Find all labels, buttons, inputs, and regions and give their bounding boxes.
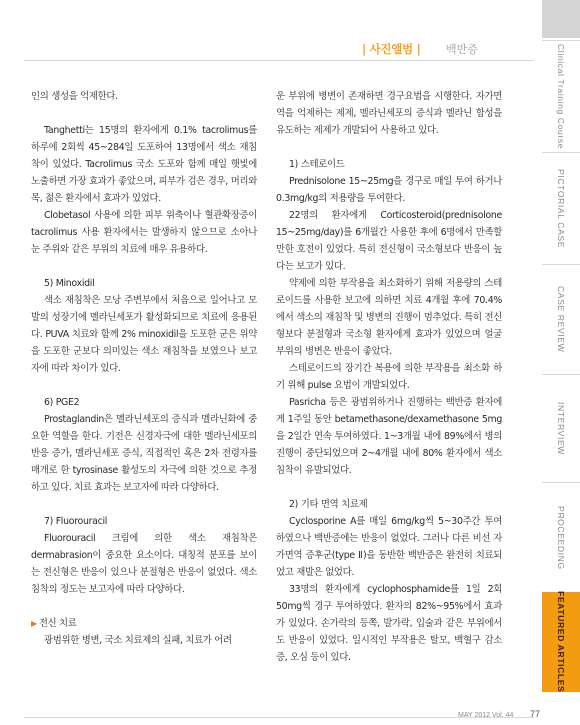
tab-featured-articles[interactable]: FEATURED ARTICLES bbox=[542, 592, 580, 692]
paragraph: Pasricha 등은 광범위하거나 진행하는 백반증 환자에게 1주일 동안 betamethasone/dexamethasone 5mg을 2일간 연속 투여하였다. 1~3개월 내에 89%에서 병의 진행이 중단되었으며 2~4개월 내에 80% 환자에서 색소침착이 유발되었다. bbox=[276, 397, 502, 476]
page-number: 77 bbox=[530, 709, 541, 719]
section-heading-pge2: 6) PGE2 bbox=[44, 397, 80, 408]
section-subtitle: 백반증 bbox=[446, 43, 478, 56]
tab-pictorial-case[interactable]: PICTORIAL CASE bbox=[542, 152, 580, 264]
paragraph: Fluorouracil 크림에 의한 색소 재침착은 dermabrasion이 중요한 요소이다. 대칭적 분포를 보이는 전신형은 반응이 있으나 분절형은 반응이 없었다. 색소침착의 정도는 보고자에 따라 다양하다. bbox=[31, 533, 257, 595]
tab-case-review[interactable]: CASE REVIEW bbox=[542, 264, 580, 374]
paragraph: 스테로이드의 장기간 복용에 의한 부작용을 최소화 하기 위해 pulse 요법이 개발되었다. bbox=[276, 363, 502, 391]
issue-info: MAY 2012 Vol. 44 bbox=[458, 712, 514, 719]
paragraph: 약제에 의한 부작용을 최소화하기 위해 저용량의 스테로이드를 사용한 보고에 의하면 치료 4개월 후에 70.4%에서 색소의 재침착 및 병변의 진행이 멈추었다. 특히 전신형보다 분절형과 국소형 환자에게 효과가 있었으며 얼굴 부위의 병변은 반응이 좋았다. bbox=[276, 278, 502, 357]
section-label: 사진앨범 bbox=[369, 42, 413, 56]
paragraph: Prednisolone 15~25mg을 경구로 매일 투여 하거나 0.3mg/kg의 저용량을 투여한다. bbox=[276, 176, 502, 204]
section-heading-steroid: 1) 스테로이드 bbox=[289, 159, 345, 170]
section-heading-immunotherapy: 2) 기타 면역 치료제 bbox=[289, 499, 368, 510]
tab-proceeding[interactable]: PROCEEDING bbox=[542, 482, 580, 592]
section-divider-left: | bbox=[362, 42, 370, 56]
section-divider-right: | bbox=[412, 42, 421, 56]
paragraph: Tanghetti는 15명의 환자에게 0.1% tacrolimus를 하루에 2회씩 45~284일 도포하여 13명에서 색소 재침착이 있었다. Tacrolimus 국소 도포와 함께 매일 햇빛에 노출하면 가장 효과가 좋았으며, 피부가 검은 경우, 머리와 목, 젊은 환자에서 효과가 있었다. bbox=[31, 125, 257, 204]
paragraph: 33명의 환자에게 cyclophosphamide를 1일 2회 50mg씩 경구 투여하였다. 환자의 82%~95%에서 효과가 있었다. 손가락의 등쪽, 발가락, 입술과 같은 부위에서도 반응이 있었다. 일시적인 부작용은 탈모, 백혈구 감소증, 오심 등이 있다. bbox=[276, 584, 502, 663]
paragraph: Cyclosporine A를 매일 6mg/kg씩 5~30주간 투여하였으나 백반증에는 반응이 없었다. 그러나 다른 비선 자가면역 증후군(type Ⅱ)을 동반한 백반증은 완전히 치료되었고 재발은 없었다. bbox=[276, 516, 502, 578]
header-divider bbox=[24, 60, 534, 61]
triangle-bullet-icon: ▶ bbox=[31, 619, 37, 628]
section-heading-minoxidil: 5) Minoxidil bbox=[44, 278, 95, 289]
paragraph: Clobetasol 사용에 의한 피부 위축이나 혈관확장증이 tacrolimus 사용 환자에서는 발생하지 않으므로 소아나 눈 주위와 같은 부위의 치료에 매우 유용하다. bbox=[31, 210, 257, 255]
section-title bbox=[362, 41, 420, 57]
heading-text: 전신 치료 bbox=[38, 618, 77, 629]
paragraph: 인의 생성을 억제한다. bbox=[31, 91, 118, 102]
paragraph: 운 부위에 병변이 존재하면 경구요법을 시행한다. 자가면역을 억제하는 제제, 멜라닌세포의 증식과 멜라닌 합성을 유도하는 제제가 개발되어 사용하고 있다. bbox=[276, 91, 502, 136]
paragraph: 22명의 환자에게 Corticosteroid(prednisolone 15~25mg/day)를 6개월간 사용한 후에 6명에서 만족할 만한 호전이 있었다. 특히 전신형이 국소형보다 반응이 높다는 보고가 있다. bbox=[276, 210, 502, 272]
paragraph: Prostaglandin은 멜라닌세포의 증식과 멜라닌화에 중요한 역할을 한다. 기전은 신경자극에 대한 멜라닌세포의 반응 증가, 멜라닌세포 증식, 직접적인 혹은 2차 전령자를 매개로 한 tyrosinase 활성도의 자극에 의한 것으로 추정하고 있다. 치료 효과는 보고자에 따라 다양하다. bbox=[31, 414, 257, 493]
right-column bbox=[276, 88, 502, 666]
tab-clinical-training-course[interactable]: Clinical Training Course bbox=[542, 40, 580, 152]
corner-block bbox=[542, 0, 580, 38]
section-tabs bbox=[542, 40, 580, 692]
tab-interview[interactable]: INTERVIEW bbox=[542, 374, 580, 482]
left-column bbox=[31, 88, 257, 666]
section-heading-systemic bbox=[31, 615, 257, 632]
paragraph: 광범위한 병변, 국소 치료제의 실패, 치료가 어려 bbox=[44, 635, 232, 646]
paragraph: 색소 재침착은 모낭 주변부에서 처음으로 일어나고 모발의 성장기에 멜라닌세포가 활성화되므로 치료에 응용된다. PUVA 치료와 함께 2% minoxidil을 도포한 군은 위약을 도포한 군보다 의미있는 색소 재침착을 보였으나 보고자에 따라 차이가 있다. bbox=[31, 295, 257, 374]
section-heading-fluorouracil: 7) Fluorouracil bbox=[44, 516, 108, 527]
